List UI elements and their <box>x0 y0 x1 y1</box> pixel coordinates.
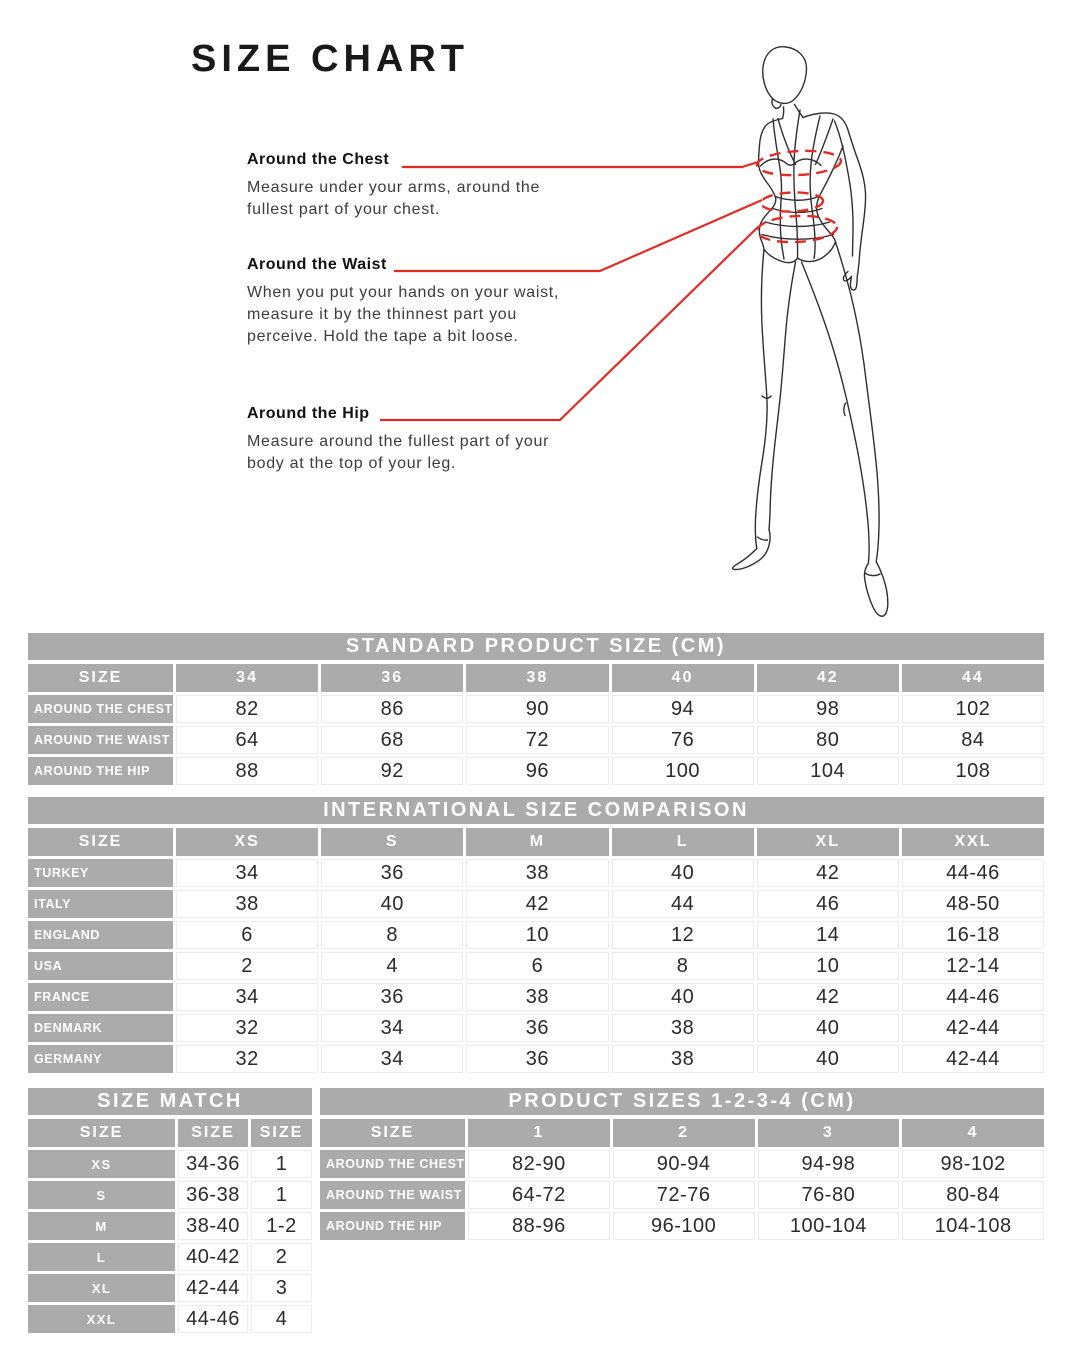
note-hip <box>247 405 647 475</box>
international-value-cell: 34 <box>176 859 318 887</box>
international-value-cell: 42 <box>757 983 899 1011</box>
standard-row-label: AROUND THE HIP <box>28 757 173 785</box>
standard-value-cell: 90 <box>466 695 608 723</box>
standard-value-cell: 94 <box>612 695 754 723</box>
size_match-value-cell: 40-42 <box>178 1243 248 1271</box>
international-value-cell: 42 <box>757 859 899 887</box>
product_sizes-row-label: AROUND THE WAIST <box>320 1181 465 1209</box>
size_match-row-label: XL <box>28 1274 175 1302</box>
standard-value-cell: 92 <box>321 757 463 785</box>
international-value-cell: 34 <box>321 1014 463 1042</box>
international-value-cell: 40 <box>612 859 754 887</box>
note-waist-line: perceive. Hold the tape a bit loose. <box>247 328 519 345</box>
international-value-cell: 42-44 <box>902 1045 1044 1073</box>
size_match-value-cell: 4 <box>251 1305 312 1333</box>
note-waist-line: When you put your hands on your waist, <box>247 284 560 301</box>
size_match-value-cell: 34-36 <box>178 1150 248 1178</box>
international-value-cell: 44 <box>612 890 754 918</box>
international-row-label: ENGLAND <box>28 921 173 949</box>
international-row-label: ITALY <box>28 890 173 918</box>
international-value-cell: 38 <box>176 890 318 918</box>
international-value-cell: 2 <box>176 952 318 980</box>
standard-product-size-table <box>28 633 1044 785</box>
international-value-cell: 44-46 <box>902 983 1044 1011</box>
product_sizes-value-cell: 80-84 <box>902 1181 1044 1209</box>
international-value-cell: 38 <box>466 859 608 887</box>
international-value-cell: 6 <box>176 921 318 949</box>
product-sizes-1-2-3-4-table <box>320 1088 1044 1240</box>
international-value-cell: 40 <box>321 890 463 918</box>
international-value-cell: 38 <box>466 983 608 1011</box>
product_sizes-table-grid <box>320 1119 1044 1240</box>
size_match-row-label: S <box>28 1181 175 1209</box>
international-value-cell: 40 <box>757 1045 899 1073</box>
standard-value-cell: 64 <box>176 726 318 754</box>
international-column-header: S <box>321 828 463 856</box>
standard-value-cell: 98 <box>757 695 899 723</box>
product_sizes-value-cell: 94-98 <box>758 1150 900 1178</box>
standard-table-title: STANDARD PRODUCT SIZE (CM) <box>28 633 1044 660</box>
product_sizes-value-cell: 72-76 <box>613 1181 755 1209</box>
size_match-table-title: SIZE MATCH <box>28 1088 312 1115</box>
international-value-cell: 36 <box>466 1014 608 1042</box>
product_sizes-value-cell: 100-104 <box>758 1212 900 1240</box>
international-value-cell: 34 <box>321 1045 463 1073</box>
size_match-value-cell: 1-2 <box>251 1212 312 1240</box>
standard-column-header: 34 <box>176 664 318 692</box>
international-value-cell: 36 <box>466 1045 608 1073</box>
standard-column-header: 40 <box>612 664 754 692</box>
standard-column-header: 44 <box>902 664 1044 692</box>
international-value-cell: 14 <box>757 921 899 949</box>
size_match-value-cell: 38-40 <box>178 1212 248 1240</box>
international-value-cell: 8 <box>321 921 463 949</box>
size_match-value-cell: 42-44 <box>178 1274 248 1302</box>
product_sizes-column-header: SIZE <box>320 1119 465 1147</box>
product_sizes-column-header: 2 <box>613 1119 755 1147</box>
standard-value-cell: 76 <box>612 726 754 754</box>
note-waist-heading: Around the Waist <box>247 256 387 273</box>
standard-column-header: SIZE <box>28 664 173 692</box>
international-value-cell: 34 <box>176 983 318 1011</box>
international-value-cell: 36 <box>321 983 463 1011</box>
size_match-value-cell: 3 <box>251 1274 312 1302</box>
note-hip-line: Measure around the fullest part of your <box>247 433 550 450</box>
standard-value-cell: 80 <box>757 726 899 754</box>
size_match-value-cell: 2 <box>251 1243 312 1271</box>
standard-value-cell: 86 <box>321 695 463 723</box>
standard-value-cell: 100 <box>612 757 754 785</box>
size_match-row-label: XS <box>28 1150 175 1178</box>
international-value-cell: 44-46 <box>902 859 1044 887</box>
international-row-label: FRANCE <box>28 983 173 1011</box>
standard-value-cell: 72 <box>466 726 608 754</box>
international-value-cell: 16-18 <box>902 921 1044 949</box>
standard-column-header: 38 <box>466 664 608 692</box>
chest-measure-ellipse <box>756 149 841 177</box>
international-column-header: M <box>466 828 608 856</box>
international-value-cell: 10 <box>757 952 899 980</box>
international-value-cell: 42-44 <box>902 1014 1044 1042</box>
size_match-row-label: XXL <box>28 1305 175 1333</box>
note-waist-line: measure it by the thinnest part you <box>247 306 517 323</box>
note-hip-line: body at the top of your leg. <box>247 455 457 472</box>
note-chest-line: Measure under your arms, around the <box>247 179 541 196</box>
size_match-value-cell: 44-46 <box>178 1305 248 1333</box>
international-column-header: XS <box>176 828 318 856</box>
croquis-line-art <box>733 47 888 617</box>
note-hip-heading: Around the Hip <box>247 405 370 422</box>
international-value-cell: 32 <box>176 1045 318 1073</box>
international-row-label: DENMARK <box>28 1014 173 1042</box>
standard-column-header: 36 <box>321 664 463 692</box>
size_match-table-grid <box>28 1119 312 1333</box>
note-waist <box>247 256 647 348</box>
product_sizes-column-header: 3 <box>758 1119 900 1147</box>
international-column-header: SIZE <box>28 828 173 856</box>
size_match-row-label: L <box>28 1243 175 1271</box>
international-size-comparison-table <box>28 797 1044 1073</box>
standard-row-label: AROUND THE CHEST <box>28 695 173 723</box>
international-value-cell: 36 <box>321 859 463 887</box>
international-table-title: INTERNATIONAL SIZE COMPARISON <box>28 797 1044 824</box>
waist-measure-ellipse <box>761 191 824 212</box>
product_sizes-value-cell: 96-100 <box>613 1212 755 1240</box>
size_match-value-cell: 1 <box>251 1181 312 1209</box>
product_sizes-row-label: AROUND THE HIP <box>320 1212 465 1240</box>
product_sizes-row-label: AROUND THE CHEST <box>320 1150 465 1178</box>
international-value-cell: 32 <box>176 1014 318 1042</box>
product_sizes-value-cell: 98-102 <box>902 1150 1044 1178</box>
product_sizes-value-cell: 90-94 <box>613 1150 755 1178</box>
international-value-cell: 8 <box>612 952 754 980</box>
international-value-cell: 46 <box>757 890 899 918</box>
international-table-grid <box>28 828 1044 1073</box>
size_match-column-header: SIZE <box>178 1119 248 1147</box>
international-value-cell: 42 <box>466 890 608 918</box>
standard-column-header: 42 <box>757 664 899 692</box>
product_sizes-column-header: 1 <box>468 1119 610 1147</box>
product_sizes-value-cell: 76-80 <box>758 1181 900 1209</box>
size_match-row-label: M <box>28 1212 175 1240</box>
standard-value-cell: 88 <box>176 757 318 785</box>
international-value-cell: 48-50 <box>902 890 1044 918</box>
international-value-cell: 38 <box>612 1045 754 1073</box>
international-column-header: L <box>612 828 754 856</box>
standard-value-cell: 84 <box>902 726 1044 754</box>
international-value-cell: 4 <box>321 952 463 980</box>
size_match-column-header: SIZE <box>28 1119 175 1147</box>
size_match-value-cell: 1 <box>251 1150 312 1178</box>
standard-value-cell: 68 <box>321 726 463 754</box>
size-match-table <box>28 1088 312 1333</box>
international-value-cell: 6 <box>466 952 608 980</box>
note-chest <box>247 151 647 221</box>
size_match-value-cell: 36-38 <box>178 1181 248 1209</box>
standard-row-label: AROUND THE WAIST <box>28 726 173 754</box>
international-value-cell: 40 <box>612 983 754 1011</box>
product_sizes-value-cell: 64-72 <box>468 1181 610 1209</box>
international-column-header: XXL <box>902 828 1044 856</box>
international-row-label: GERMANY <box>28 1045 173 1073</box>
international-column-header: XL <box>757 828 899 856</box>
international-row-label: TURKEY <box>28 859 173 887</box>
international-value-cell: 40 <box>757 1014 899 1042</box>
standard-value-cell: 104 <box>757 757 899 785</box>
standard-table-grid <box>28 664 1044 785</box>
standard-value-cell: 82 <box>176 695 318 723</box>
standard-value-cell: 102 <box>902 695 1044 723</box>
international-value-cell: 10 <box>466 921 608 949</box>
product_sizes-value-cell: 104-108 <box>902 1212 1044 1240</box>
standard-value-cell: 108 <box>902 757 1044 785</box>
size_match-column-header: SIZE <box>251 1119 312 1147</box>
product_sizes-value-cell: 88-96 <box>468 1212 610 1240</box>
product_sizes-table-title: PRODUCT SIZES 1-2-3-4 (CM) <box>320 1088 1044 1115</box>
product_sizes-column-header: 4 <box>902 1119 1044 1147</box>
international-value-cell: 12 <box>612 921 754 949</box>
page-title: SIZE CHART <box>191 38 469 80</box>
note-chest-line: fullest part of your chest. <box>247 201 441 218</box>
international-value-cell: 38 <box>612 1014 754 1042</box>
international-row-label: USA <box>28 952 173 980</box>
product_sizes-value-cell: 82-90 <box>468 1150 610 1178</box>
international-value-cell: 12-14 <box>902 952 1044 980</box>
note-chest-heading: Around the Chest <box>247 151 390 168</box>
standard-value-cell: 96 <box>466 757 608 785</box>
